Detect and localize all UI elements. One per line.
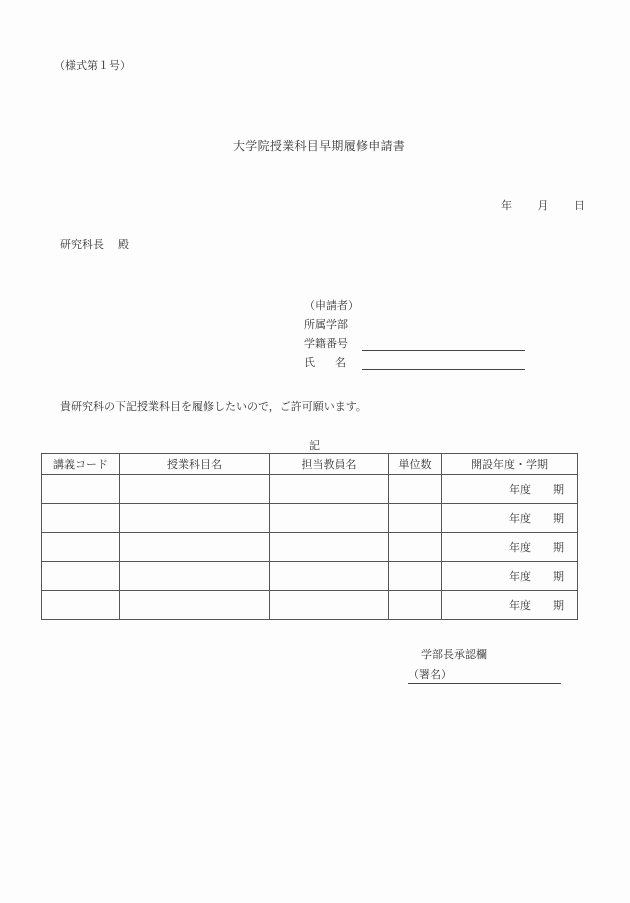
table-row xyxy=(42,504,578,533)
addressee-honorific: 殿 xyxy=(118,238,129,251)
credits-cell[interactable] xyxy=(389,475,442,504)
instructor-cell[interactable] xyxy=(270,591,389,620)
student-id-field[interactable] xyxy=(362,339,525,351)
table-header-row xyxy=(42,454,578,475)
year-term-cell[interactable]: 年度 期 xyxy=(442,562,578,591)
subject-name-cell[interactable] xyxy=(120,591,270,620)
header-instructor-name: 担当教員名 xyxy=(270,454,389,475)
subject-name-cell[interactable] xyxy=(120,475,270,504)
year-term-cell[interactable]: 年度 期 xyxy=(442,533,578,562)
course-code-cell[interactable] xyxy=(42,533,120,562)
course-code-cell[interactable] xyxy=(42,591,120,620)
table-row xyxy=(42,533,578,562)
credits-cell[interactable] xyxy=(389,591,442,620)
addressee-name: 研究科長 xyxy=(60,238,104,251)
instructor-cell[interactable] xyxy=(270,533,389,562)
signature-field[interactable] xyxy=(408,666,561,684)
signature-label: （署名） xyxy=(408,668,452,681)
subject-name-cell[interactable] xyxy=(120,504,270,533)
form-number: （様式第１号） xyxy=(54,59,131,72)
addressee xyxy=(60,236,129,252)
applicant-heading: （申請者） xyxy=(304,299,359,312)
header-year-term: 開設年度・学期 xyxy=(442,454,578,475)
course-code-cell[interactable] xyxy=(42,562,120,591)
instructor-cell[interactable] xyxy=(270,475,389,504)
course-code-cell[interactable] xyxy=(42,475,120,504)
date-field xyxy=(501,197,585,213)
course-table xyxy=(41,453,578,620)
credits-cell[interactable] xyxy=(389,562,442,591)
table-row xyxy=(42,591,578,620)
date-month-label: 月 xyxy=(537,199,549,212)
table-row xyxy=(42,562,578,591)
faculty-label: 所属学部 xyxy=(304,318,348,331)
credits-cell[interactable] xyxy=(389,504,442,533)
dean-approval-heading: 学部長承認欄 xyxy=(421,648,487,661)
student-id-label: 学籍番号 xyxy=(304,337,348,350)
date-day-label: 日 xyxy=(574,199,585,212)
ki-heading: 記 xyxy=(309,439,320,452)
header-credits: 単位数 xyxy=(389,454,442,475)
request-statement: 貴研究科の下記授業科目を履修したいので，ご許可願います。 xyxy=(60,400,367,413)
year-term-cell[interactable]: 年度 期 xyxy=(442,591,578,620)
header-subject-name: 授業科目名 xyxy=(120,454,270,475)
year-term-cell[interactable]: 年度 期 xyxy=(442,504,578,533)
instructor-cell[interactable] xyxy=(270,562,389,591)
subject-name-cell[interactable] xyxy=(120,562,270,591)
date-year-label: 年 xyxy=(501,199,512,212)
name-label: 氏 名 xyxy=(304,356,346,369)
header-course-code: 講義コード xyxy=(42,454,120,475)
subject-name-cell[interactable] xyxy=(120,533,270,562)
applicant-block xyxy=(304,296,525,372)
table-row xyxy=(42,475,578,504)
instructor-cell[interactable] xyxy=(270,504,389,533)
year-term-cell[interactable]: 年度 期 xyxy=(442,475,578,504)
name-field[interactable] xyxy=(362,358,525,370)
course-code-cell[interactable] xyxy=(42,504,120,533)
document-title: 大学院授業科目早期履修申請書 xyxy=(233,139,406,153)
credits-cell[interactable] xyxy=(389,533,442,562)
